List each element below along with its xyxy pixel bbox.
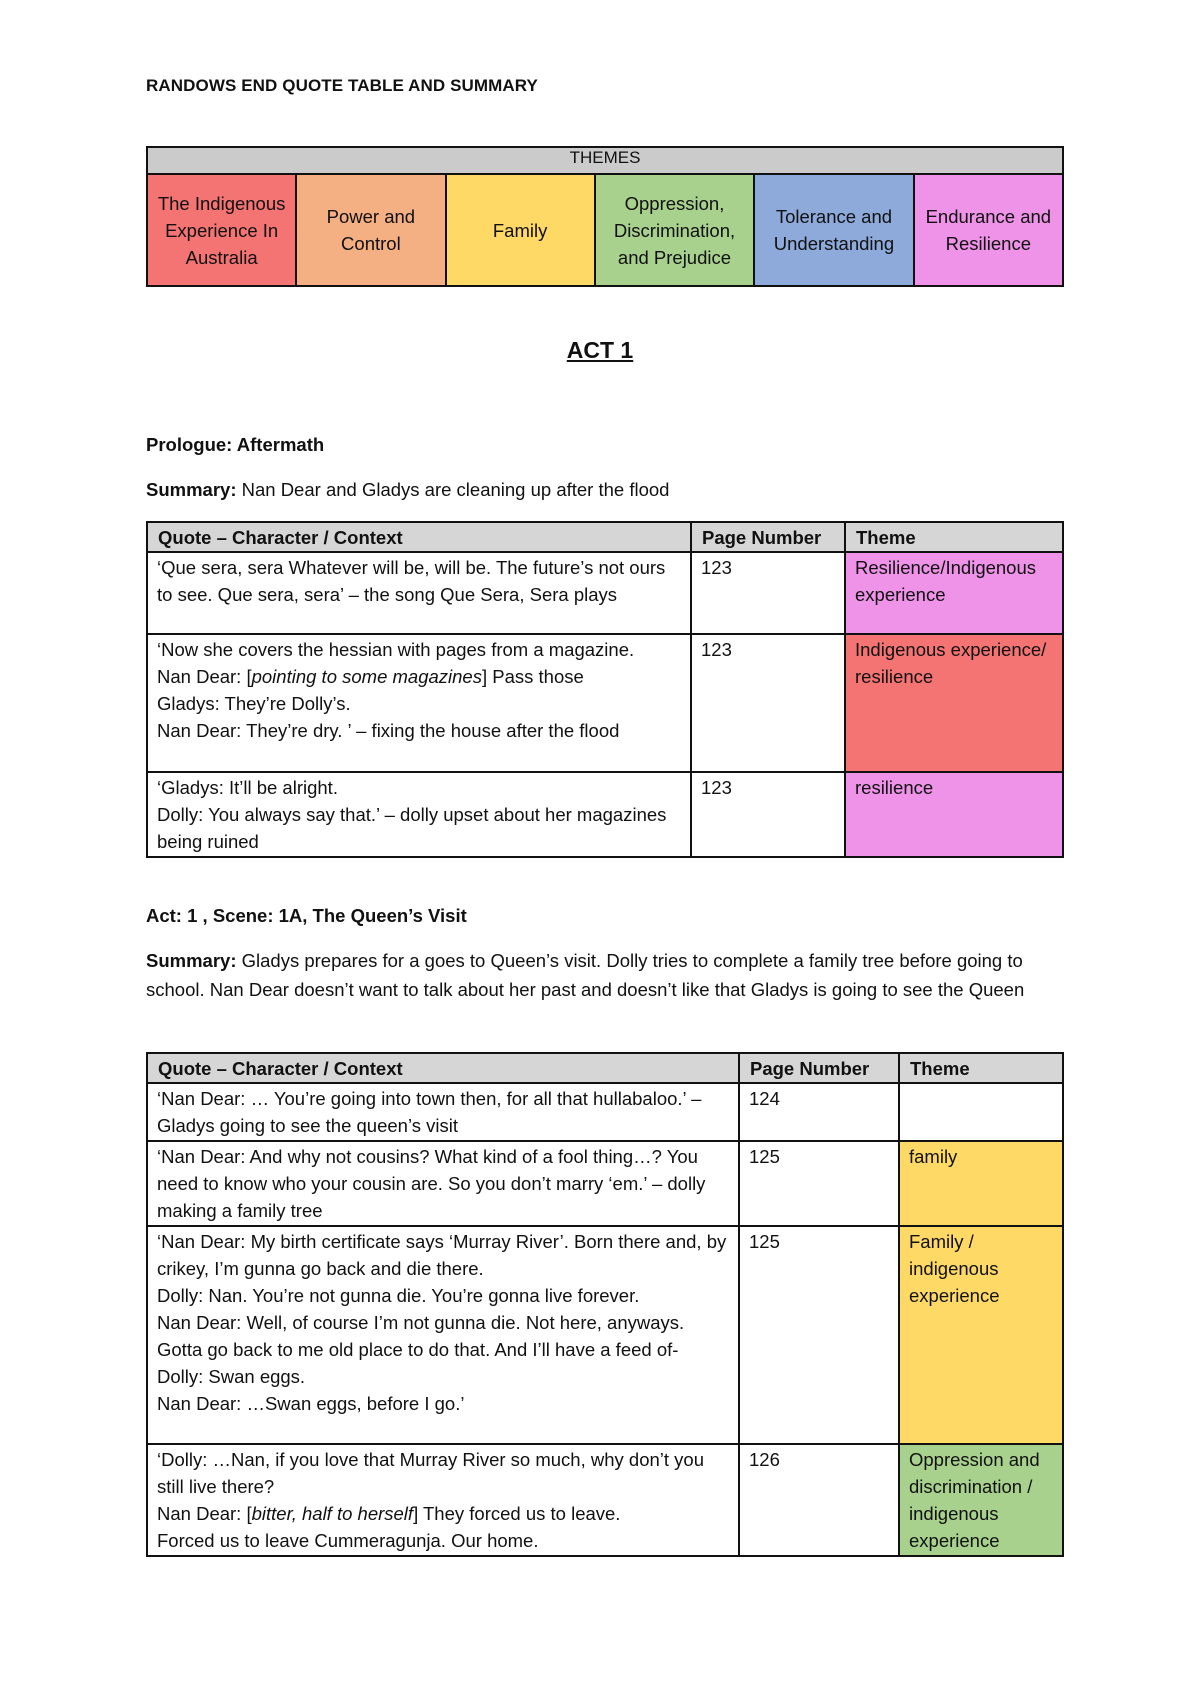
page-number-cell: 123 <box>691 634 845 772</box>
themes-header: THEMES <box>147 147 1063 174</box>
quote-text: ] They forced us to leave. <box>413 1503 621 1524</box>
quote-line: Nan Dear: Well, of course I’m not gunna die. Not here, anyways. Gotta go back to me old place to do that. And I’ll have a feed of- <box>157 1312 685 1360</box>
table-row <box>147 1083 1063 1141</box>
theme-cell: resilience <box>845 772 1063 857</box>
page-number-cell: 123 <box>691 552 845 634</box>
table-row <box>147 772 1063 857</box>
column-header-page: Page Number <box>739 1053 899 1083</box>
prologue-summary <box>146 475 1066 504</box>
quote-line: ‘Dolly: …Nan, if you love that Murray River so much, why don’t you still live there? <box>157 1449 704 1497</box>
quote-cell <box>147 772 691 857</box>
quote-cell <box>147 1226 739 1444</box>
column-header-quote: Quote – Character / Context <box>147 522 691 552</box>
quote-line: ‘Now she covers the hessian with pages from a magazine. <box>157 639 635 660</box>
quote-cell: ‘Que sera, sera Whatever will be, will be. The future’s not ours to see. Que sera, sera’ – the song Que Sera, Sera plays <box>147 552 691 634</box>
quote-cell: ‘Nan Dear: … You’re going into town then, for all that hullabaloo.’ – Gladys going to see the queen’s visit <box>147 1083 739 1141</box>
prologue-summary-label: Summary: <box>146 479 237 500</box>
scene-1a-summary <box>146 946 1066 1004</box>
quote-text: ] Pass those <box>481 666 584 687</box>
stage-direction: pointing to some magazines <box>251 666 482 687</box>
table-row <box>147 1226 1063 1444</box>
quote-text: Nan Dear: [ <box>157 666 252 687</box>
table-row <box>147 552 1063 634</box>
page-number-cell: 125 <box>739 1141 899 1226</box>
theme-endurance: Endurance and Resilience <box>914 174 1063 286</box>
theme-cell: Resilience/Indigenous experience <box>845 552 1063 634</box>
quote-line: Dolly: You always say that.’ – dolly upset about her magazines being ruined <box>157 804 667 852</box>
quote-line <box>157 1500 729 1527</box>
scene-1a-summary-text: Gladys prepares for a goes to Queen’s visit. Dolly tries to complete a family tree before going to school. Nan Dear doesn’t want to talk about her past and doesn’t like that Gladys is going to see the Queen <box>146 950 1025 1000</box>
theme-power-and-control: Power and Control <box>296 174 445 286</box>
page-number-cell: 126 <box>739 1444 899 1556</box>
column-header-theme: Theme <box>845 522 1063 552</box>
stage-direction: bitter, half to herself <box>251 1503 414 1524</box>
prologue-summary-text: Nan Dear and Gladys are cleaning up after the flood <box>236 479 670 500</box>
quote-line: Forced us to leave Cummeragunja. Our home. <box>157 1530 539 1551</box>
act-heading: ACT 1 <box>566 337 634 363</box>
quote-line: Dolly: Nan. You’re not gunna die. You’re gonna live forever. <box>157 1285 640 1306</box>
column-header-page: Page Number <box>691 522 845 552</box>
quote-cell: ‘Nan Dear: And why not cousins? What kind of a fool thing…? You need to know who your cousin are. So you don’t marry ‘em.’ – dolly making a family tree <box>147 1141 739 1226</box>
table-row <box>147 634 1063 772</box>
scene-1a-quote-table <box>146 1052 1064 1557</box>
quote-line: Dolly: Swan eggs. <box>157 1366 306 1387</box>
quote-line: Nan Dear: …Swan eggs, before I go.’ <box>157 1393 465 1414</box>
quote-line: ‘Gladys: It’ll be alright. <box>157 777 338 798</box>
quote-cell <box>147 1444 739 1556</box>
page-number-cell: 124 <box>739 1083 899 1141</box>
table-row <box>147 1444 1063 1556</box>
themes-legend-table <box>146 146 1064 287</box>
scene-1a-heading: Act: 1 , Scene: 1A, The Queen’s Visit <box>146 905 467 926</box>
quote-line: ‘Nan Dear: My birth certificate says ‘Murray River’. Born there and, by crikey, I’m gunna go back and die there. <box>157 1231 727 1279</box>
column-header-theme: Theme <box>899 1053 1063 1083</box>
quote-line: Nan Dear: They’re dry. ’ – fixing the house after the flood <box>157 720 620 741</box>
quote-text: Nan Dear: [ <box>157 1503 252 1524</box>
theme-tolerance: Tolerance and Understanding <box>754 174 913 286</box>
quote-cell <box>147 634 691 772</box>
theme-indigenous-experience: The Indigenous Experience In Australia <box>147 174 296 286</box>
quote-line: Gladys: They’re Dolly’s. <box>157 693 351 714</box>
theme-cell: Oppression and discrimination / indigenous experience <box>899 1444 1063 1556</box>
theme-oppression: Oppression, Discrimination, and Prejudice <box>595 174 754 286</box>
prologue-quote-table <box>146 521 1064 858</box>
theme-cell: Family / indigenous experience <box>899 1226 1063 1444</box>
theme-cell <box>899 1083 1063 1141</box>
page-number-cell: 123 <box>691 772 845 857</box>
table-row <box>147 1141 1063 1226</box>
scene-1a-summary-label: Summary: <box>146 950 237 971</box>
page-number-cell: 125 <box>739 1226 899 1444</box>
column-header-quote: Quote – Character / Context <box>147 1053 739 1083</box>
theme-cell: Indigenous experience/ resilience <box>845 634 1063 772</box>
quote-line <box>157 663 681 690</box>
prologue-heading: Prologue: Aftermath <box>146 434 325 455</box>
document-title: RANDOWS END QUOTE TABLE AND SUMMARY <box>146 76 538 95</box>
theme-family: Family <box>446 174 595 286</box>
theme-cell: family <box>899 1141 1063 1226</box>
